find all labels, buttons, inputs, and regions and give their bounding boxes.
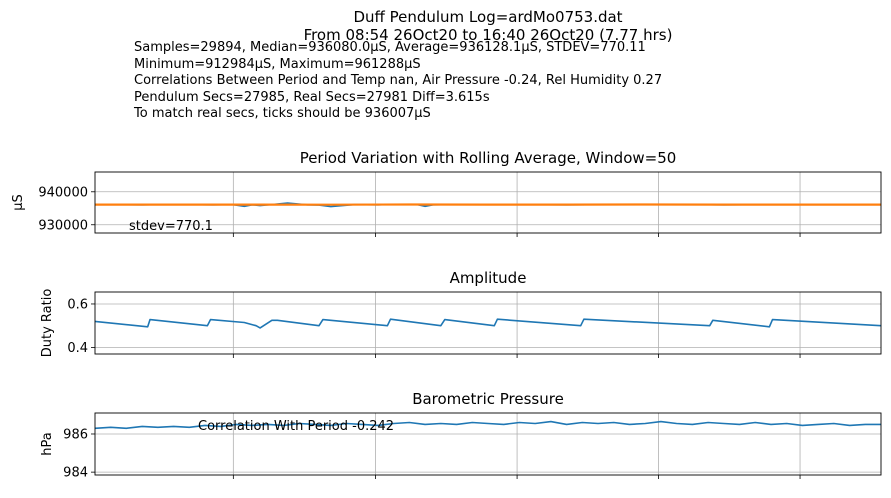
pressure-ytick-label-0: 984 bbox=[63, 465, 88, 481]
pressure-annotation: Correlation With Period -0.242 bbox=[198, 419, 395, 434]
period-annotation: stdev=770.1 bbox=[129, 219, 213, 234]
amplitude-series-0-line bbox=[95, 319, 881, 328]
info-line-correlations: Correlations Between Period and Temp nan, Air Pressure -0.24, Rel Humidity 0.27 bbox=[134, 73, 663, 88]
amplitude-ytick-label-0: 0.4 bbox=[67, 340, 88, 356]
info-line-min-max: Minimum=912984µS, Maximum=961288µS bbox=[134, 57, 421, 72]
pressure-title: Barometric Pressure bbox=[412, 390, 564, 408]
amplitude-ylabel: Duty Ratio bbox=[40, 288, 55, 358]
period-ytick-label-1: 940000 bbox=[38, 185, 88, 201]
info-line-ticks: To match real secs, ticks should be 936007µS bbox=[134, 106, 431, 121]
pressure-ylabel: hPa bbox=[40, 432, 55, 456]
info-line-samples: Samples=29894, Median=936080.0µS, Average=936128.1µS, STDEV=770.11 bbox=[134, 40, 646, 55]
period-ylabel: µS bbox=[11, 194, 26, 211]
pressure-ytick-label-1: 986 bbox=[63, 427, 88, 443]
amplitude-ytick-label-1: 0.6 bbox=[67, 297, 88, 313]
period-ytick-label-0: 930000 bbox=[38, 218, 88, 234]
amplitude-title: Amplitude bbox=[449, 269, 527, 287]
figure-title-line-2: From 08:54 26Oct20 to 16:40 26Oct20 (7.77 hrs) bbox=[303, 26, 673, 44]
amplitude-frame bbox=[95, 292, 881, 354]
info-line-secs: Pendulum Secs=27985, Real Secs=27981 Diff=3.615s bbox=[134, 90, 490, 105]
figure-title-line-1: Duff Pendulum Log=ardMo0753.dat bbox=[353, 8, 623, 26]
period-title: Period Variation with Rolling Average, Window=50 bbox=[299, 149, 677, 167]
